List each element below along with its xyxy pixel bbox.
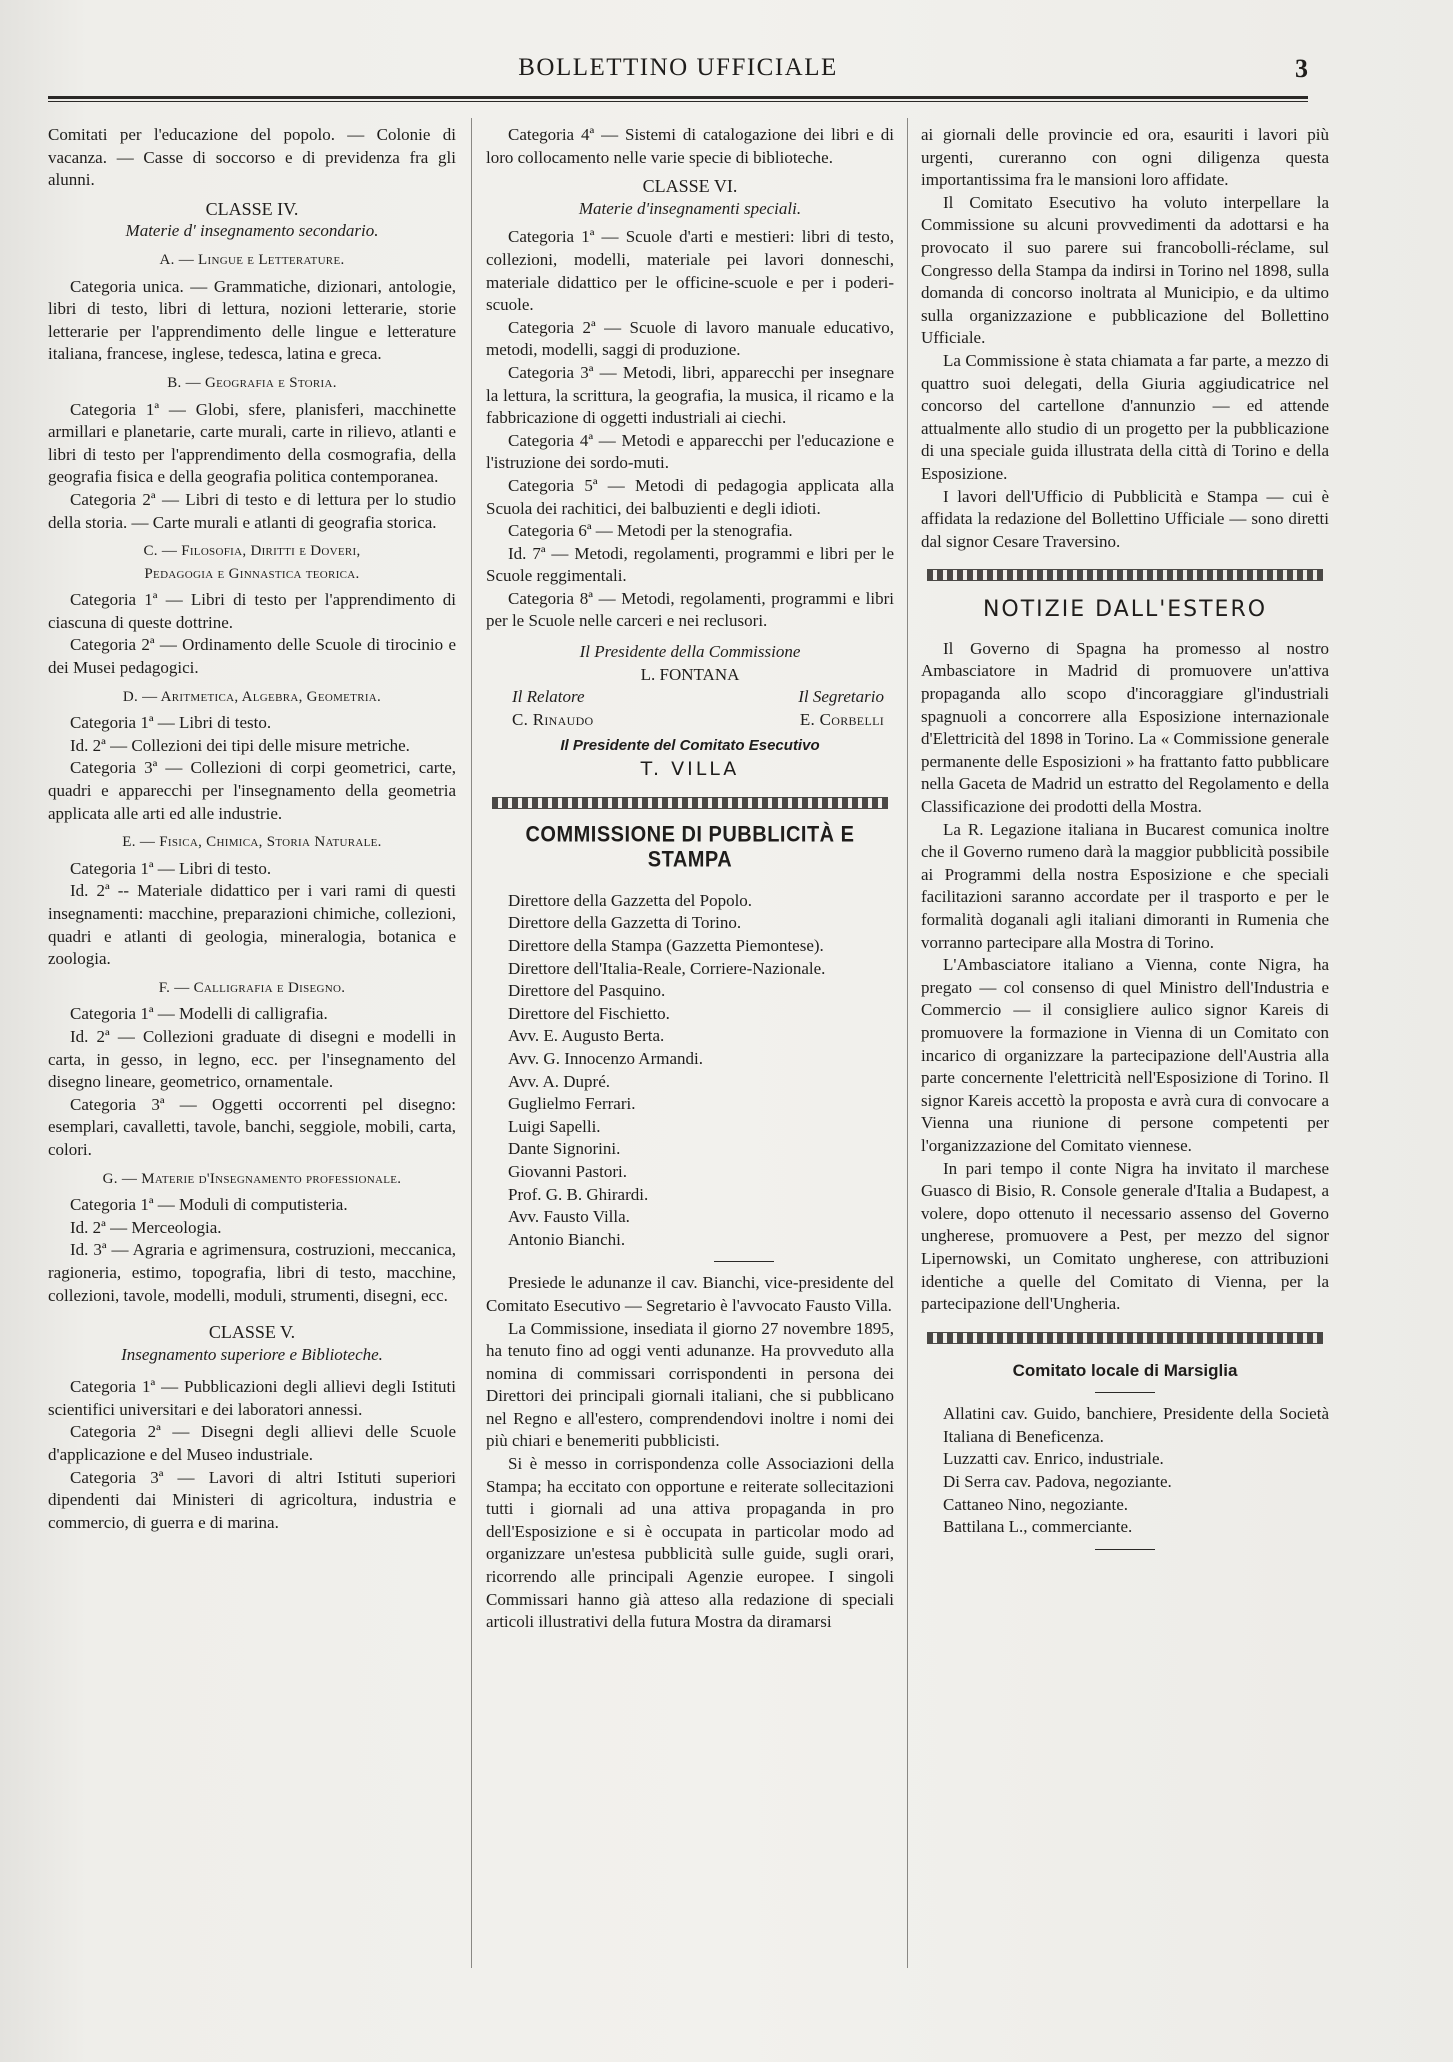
paragraph: Categoria 1ª — Libri di testo per l'apprendimento di ciascuna di queste dottrine.: [48, 590, 456, 632]
paragraph: Categoria 1ª — Globi, sfere, planisferi, macchinette armillari e planetarie, carte murali, carte in rilievo, atlanti e libri di testo per l'apprendimento della cosmografia, della geografia fisica e della geografia politica contemporanea.: [48, 399, 456, 487]
paragraph: ai giornali delle provincie ed ora, esauriti i lavori più urgenti, cureranno con ogni diligenza questa importantissima fra le mansioni loro affidate.: [921, 125, 1329, 190]
member-line: Avv. E. Augusto Berta.: [508, 1026, 665, 1046]
paragraph: Categoria 2ª — Ordinamento delle Scuole di tirocinio e dei Musei pedagogici.: [48, 635, 456, 678]
member-line: Dante Signorini.: [508, 1139, 621, 1159]
class-subtitle: Insegnamento superiore e Biblioteche.: [121, 1344, 383, 1364]
paragraph: In pari tempo il conte Nigra ha invitato il marchese Guasco di Bisio, R. Console generale d'Italia a Budapest, a volere, dopo ottenuto il necessario assenso del Governo ungherese, promuovere a Pest, per mezzo del signor Lipernowski, un Comitato ungherese, con attribuzioni identiche a quelle del Comitato di Vienna, per la partecipazione dell'Ungheria.: [921, 1158, 1329, 1314]
paragraph: La Commissione è stata chiamata a far parte, a mezzo di quattro suoi delegati, della Giuria aggiudicatrice nel concorso del cartellone d'annunzio — ed attende attualmente allo studio di un progetto per la pubblicazione di una speciale guida illustrata della città di Torino e della Esposizione.: [921, 350, 1329, 483]
marseille-list: [921, 1403, 1329, 1539]
paragraph: Id. 2ª — Merceologia.: [70, 1217, 222, 1237]
member-line: Giovanni Pastori.: [508, 1161, 627, 1181]
paragraph: Categoria 3ª — Lavori di altri Istituti superiori dipendenti dai Ministeri di agricoltura, industria e commercio, di guerra e di marina.: [48, 1467, 456, 1532]
committee-member: Luzzatti cav. Enrico, industriale.: [943, 1449, 1164, 1469]
header-rule: [48, 96, 1308, 99]
paragraph: Categoria 5ª — Metodi di pedagogia applicata alla Scuola dei rachitici, dei balbuzienti e degli idioti.: [486, 475, 894, 518]
member-line: Luigi Sapelli.: [508, 1116, 601, 1136]
signature-label: Il Segretario: [798, 687, 884, 707]
member-line: Avv. Fausto Villa.: [508, 1207, 630, 1227]
paragraph: Categoria 3ª — Oggetti occorrenti pel disegno: esemplari, cavalletti, tavole, banchi, seggiole, mobili, carta, colori.: [48, 1094, 456, 1159]
committee-member: Cattaneo Nino, negoziante.: [943, 1494, 1129, 1514]
paragraph: Id. 2ª -- Materiale didattico per i vari rami di questi insegnamenti: macchine, preparazioni chimiche, collezioni, quadri e atlanti di geologia, mineralogia, botanica e zoologia.: [48, 881, 456, 969]
class-heading: CLASSE VI.: [642, 176, 738, 197]
paragraph: Categoria 4ª — Metodi e apparecchi per l'educazione e l'istruzione dei sordo-muti.: [486, 430, 894, 473]
paragraph: Categoria 1ª — Scuole d'arti e mestieri: libri di testo, collezioni, modelli, materiale pei lavori donneschi, materiale didattico per le officine-scuole e per i poderi-scuole.: [486, 227, 894, 315]
paragraph: La Commissione, insediata il giorno 27 novembre 1895, ha tenuto fino ad oggi venti adunanze. Ha provveduto alla nomina di commissari corrispondenti in persona dei Direttori dei principali giornali italiani, che si pubblicano nel Regno e all'estero, comprendendovi inoltre i nomi dei più chiari e benemeriti pubblicisti.: [486, 1318, 894, 1451]
paragraph: I lavori dell'Ufficio di Pubblicità e Stampa — cui è affidata la redazione del Bollettino Ufficiale — sono diretti dal signor Cesare Traversino.: [921, 486, 1329, 551]
class-heading: CLASSE IV.: [205, 198, 299, 219]
paragraph: Categoria 4ª — Sistemi di catalogazione dei libri e di loro collocamento nelle varie specie di biblioteche.: [486, 125, 894, 167]
class-subtitle: Materie d'insegnamenti speciali.: [578, 198, 802, 218]
paragraph: Si è messo in corrispondenza colle Associazioni della Stampa; ha eccitato con opportune e reiterate sollecitazioni tutti i giornali ad una attiva propaganda in pro dell'Esposizione e si è occupata in particolar modo ad organizzare un'estesa pubblicità sulle guide, sugli orari, ricorrendo alle principali Agenzie europee. I singoli Commissari hanno già atteso alla redazione di speciali articoli illustrativi della futura Mostra da diramarsi: [486, 1454, 894, 1632]
section-title: COMMISSIONE DI PUBBLICITÀ E STAMPA: [525, 822, 855, 872]
paragraph: Categoria unica. — Grammatiche, dizionari, antologie, libri di testo, libri di lettura, nozioni letterarie, storie letterarie per l'apprendimento delle lingue e letterature italiana, francese, inglese, tedesca, latina e greca.: [48, 276, 456, 364]
signature-labels-row: [486, 686, 894, 709]
column-divider: [471, 118, 472, 1968]
member-line: Direttore del Fischietto.: [508, 1003, 670, 1023]
short-rule: [1095, 1392, 1155, 1393]
committee-member: Battilana L., commerciante.: [943, 1517, 1133, 1537]
column-3: [921, 124, 1329, 1560]
member-line: Antonio Bianchi.: [508, 1229, 626, 1249]
paragraph: L'Ambasciatore italiano a Vienna, conte Nigra, ha pregato — col consenso di quel Ministro dell'Industria e Commercio — il consigliere aulico signor Kareis di promuovere la formazione in Vienna di un Comitato con incarico di organizzare la partecipazione dell'Austria alla parte concernente l'elettricità nell'Esposizione di Torino. Il signor Kareis accettò la proposta e avrà cura di convocare a Vienna una riunione di persone competenti per l'organizzazione del Comitato viennese.: [921, 955, 1329, 1155]
signature-label: Il Presidente della Commissione: [579, 642, 801, 662]
member-line: Guglielmo Ferrari.: [508, 1094, 636, 1114]
paragraph: Categoria 1ª — Modelli di calligrafia.: [70, 1004, 328, 1024]
signature-names-row: [486, 709, 894, 732]
paragraph: Id. 3ª — Agraria e agrimensura, costruzioni, meccanica, ragioneria, estimo, topografia, libri di testo, macchine, collezioni, tavole, modelli, moduli, strumenti, disegni, ecc.: [48, 1240, 456, 1305]
ornamental-divider: [927, 569, 1323, 581]
paragraph: Categoria 3ª — Collezioni di corpi geometrici, carte, quadri e apparecchi per l'insegnamento della geometria applicata alle arti ed alle industrie.: [48, 758, 456, 823]
signature-label: Il Presidente del Comitato Esecutivo: [560, 737, 820, 755]
header-rule-thin: [48, 101, 1308, 102]
column-1: [48, 124, 456, 1534]
class-heading: CLASSE V.: [208, 1322, 296, 1343]
member-line: Direttore dell'Italia-Reale, Corriere-Nazionale.: [508, 958, 826, 978]
signature-name: L. FONTANA: [640, 664, 740, 684]
ornamental-divider: [492, 797, 888, 809]
member-line: Avv. G. Innocenzo Armandi.: [508, 1048, 703, 1068]
class-subtitle: Materie d' insegnamento secondario.: [125, 221, 379, 241]
committee-member: Di Serra cav. Padova, negoziante.: [943, 1472, 1172, 1492]
member-line: Direttore della Gazzetta di Torino.: [508, 913, 742, 933]
signature-label: Il Relatore: [512, 687, 585, 707]
member-line: Direttore del Pasquino.: [508, 981, 666, 1001]
member-line: Prof. G. B. Ghirardi.: [508, 1184, 649, 1204]
paragraph: Categoria 1ª — Moduli di computisteria.: [70, 1195, 348, 1215]
paragraph: Il Comitato Esecutivo ha voluto interpellare la Commissione su alcuni provvedimenti da adottarsi e ha provocato il suo parere sui francobolli-réclame, sul Congresso della Stampa da indirsi in Torino nel 1898, sulla domanda di concorso inoltrata al Municipio, e da ultimo sulla organizzazione e pubblicazione del Bollettino Ufficiale.: [921, 192, 1329, 348]
signature-name: E. Corbelli: [799, 709, 884, 729]
section-heading: B. — Geografia e Storia.: [167, 374, 337, 391]
column-divider: [907, 118, 908, 1968]
section-heading: Pedagogia e Ginnastica teorica.: [144, 565, 360, 582]
section-heading: D. — Aritmetica, Algebra, Geometria.: [122, 688, 382, 705]
member-line: Direttore della Gazzetta del Popolo.: [508, 890, 753, 910]
paragraph: Comitati per l'educazione del popolo. — Colonie di vacanza. — Casse di soccorso e di previdenza fra gli alunni.: [48, 125, 456, 190]
paragraph: Categoria 3ª — Metodi, libri, apparecchi per insegnare la lettura, la scrittura, la geografia, la musica, il ricamo e la fabbricazione di oggetti industriali ai ciechi.: [486, 362, 894, 428]
paragraph: Categoria 6ª — Metodi per la stenografia.: [508, 521, 793, 541]
section-heading: C. — Filosofia, Diritti e Doveri,: [143, 543, 361, 560]
paragraph: Id. 7ª — Metodi, regolamenti, programmi e libri per le Scuole reggimentali.: [486, 543, 894, 586]
ornamental-divider: [927, 1332, 1323, 1344]
paragraph: Categoria 1ª — Pubblicazioni degli allievi degli Istituti scientifici universitari e dei laboratori annessi.: [48, 1377, 456, 1419]
section-title: Comitato locale di Marsiglia: [1012, 1360, 1238, 1380]
signature-name: C. Rinaudo: [512, 709, 594, 729]
paragraph: Categoria 2ª — Disegni degli allievi delle Scuole d'applicazione e del Museo industriale.: [48, 1422, 456, 1465]
paragraph: Categoria 2ª — Scuole di lavoro manuale educativo, metodi, modelli, saggi di produzione.: [486, 317, 894, 360]
member-line: Avv. A. Dupré.: [508, 1071, 610, 1091]
short-rule: [714, 1261, 774, 1262]
publication-title: BOLLETTINO UFFICIALE: [518, 54, 838, 81]
paragraph: Il Governo di Spagna ha promesso al nostro Ambasciatore in Madrid di promuovere un'attiva propaganda allo scopo d'incoraggiare gl'industriali spagnuoli a concorrere alla Esposizione internazionale d'Elettricità del 1898 in Torino. La « Commissione generale permanente delle Esposizioni » ha frattanto fatto pubblicare nella Gaceta de Madrid un estratto del Regolamento e della Classificazione dei prodotti della Mostra.: [921, 638, 1329, 817]
section-heading: G. — Materie d'Insegnamento professionale.: [102, 1170, 402, 1187]
paragraph: Categoria 1ª — Libri di testo.: [70, 858, 272, 878]
page-number: 3: [1295, 54, 1308, 83]
signature-name: T. VILLA: [640, 758, 740, 781]
paragraph: Presiede le adunanze il cav. Bianchi, vice-presidente del Comitato Esecutivo — Segretario è l'avvocato Fausto Villa.: [486, 1273, 894, 1315]
paragraph: La R. Legazione italiana in Bucarest comunica inoltre che il Governo rumeno darà la maggior pubblicità possibile ai Programmi della nostra Esposizione e che speciali facilitazioni saranno accordate per il trasporto e per le formalità doganali agli italiani dimoranti in Rumenia che vorranno partecipare alla Mostra di Torino.: [921, 819, 1329, 952]
section-title: NOTIZIE DALL'ESTERO: [982, 597, 1268, 623]
paragraph: Categoria 1ª — Libri di testo.: [70, 713, 272, 733]
section-heading: F. — Calligrafia e Disegno.: [158, 979, 346, 996]
page-header: [48, 54, 1308, 90]
paragraph: Id. 2ª — Collezioni dei tipi delle misure metriche.: [70, 735, 410, 755]
short-rule: [1095, 1549, 1155, 1550]
column-2: [486, 124, 894, 1634]
section-heading: A. — Lingue e Letterature.: [159, 251, 345, 268]
members-list: [486, 890, 894, 1252]
section-heading: E. — Fisica, Chimica, Storia Naturale.: [122, 834, 382, 851]
paragraph: Categoria 8ª — Metodi, regolamenti, programmi e libri per le Scuole nelle carceri e nei reclusori.: [486, 588, 894, 631]
committee-member: Allatini cav. Guido, banchiere, Presidente della Società Italiana di Beneficenza.: [943, 1404, 1329, 1446]
paragraph: Categoria 2ª — Libri di testo e di lettura per lo studio della storia. — Carte murali e atlanti di geografia storica.: [48, 489, 456, 532]
paragraph: Id. 2ª — Collezioni graduate di disegni e modelli in carta, in gesso, in legno, ecc. per l'insegnamento del disegno lineare, geometrico, ornamentale.: [48, 1026, 456, 1092]
member-line: Direttore della Stampa (Gazzetta Piemontese).: [508, 936, 824, 955]
